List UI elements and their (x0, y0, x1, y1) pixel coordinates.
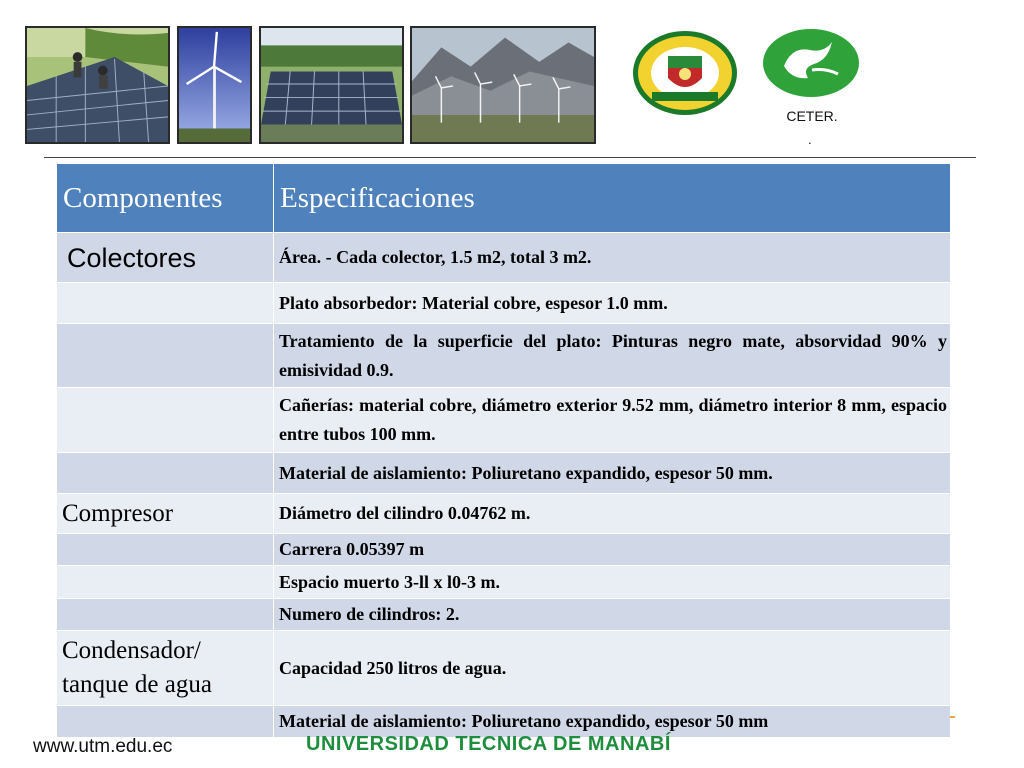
table-row (57, 599, 951, 631)
table-row (57, 494, 951, 534)
spec-cell: Material de aislamiento: Poliuretano expandido, espesor 50 mm (274, 706, 951, 738)
header-componentes: Componentes (57, 164, 274, 233)
ceter-logo-icon (762, 28, 860, 98)
spec-cell: Cañerías: material cobre, diámetro exterior 9.52 mm, diámetro interior 8 mm, espacio entre tubos 100 mm. (274, 388, 951, 453)
component-cell (57, 453, 274, 494)
table-row (57, 233, 951, 283)
spec-cell: Tratamiento de la superficie del plato: Pinturas negro mate, absorvidad 90% y emisividad 0.9. (274, 324, 951, 388)
component-cell: Colectores (57, 233, 274, 283)
footer-university-name: UNIVERSIDAD TECNICA DE MANABÍ (306, 733, 671, 755)
ceter-dot: . (808, 132, 812, 147)
table-row (57, 534, 951, 566)
specifications-table (56, 163, 951, 738)
wind-turbine-photo (177, 26, 252, 144)
spec-cell: Diámetro del cilindro 0.04762 m. (274, 494, 951, 534)
table-row (57, 283, 951, 324)
table-row (57, 566, 951, 599)
ceter-label: CETER. (786, 108, 838, 124)
component-cell (57, 324, 274, 388)
component-cell: Condensador/ tanque de agua (57, 631, 274, 706)
solar-panel-array-photo (259, 26, 404, 144)
spec-cell: Espacio muerto 3-ll x l0-3 m. (274, 566, 951, 599)
table-header-row (57, 164, 951, 233)
component-cell (57, 566, 274, 599)
table-row (57, 631, 951, 706)
solar-panels-roof-photo (25, 26, 170, 144)
table-row (57, 453, 951, 494)
spec-cell: Área. - Cada colector, 1.5 m2, total 3 m2. (274, 233, 951, 283)
footer-url[interactable]: www.utm.edu.ec (33, 736, 173, 757)
header-especificaciones: Especificaciones (274, 164, 951, 233)
header-divider (44, 157, 976, 158)
table-row (57, 388, 951, 453)
table-row (57, 324, 951, 388)
spec-cell: Carrera 0.05397 m (274, 534, 951, 566)
wind-farm-mountains-photo (410, 26, 596, 144)
spec-cell: Numero de cilindros: 2. (274, 599, 951, 631)
component-cell (57, 534, 274, 566)
footer-accent-mark (950, 716, 955, 718)
component-cell: Compresor (57, 494, 274, 534)
component-cell (57, 283, 274, 324)
component-cell (57, 706, 274, 738)
component-cell (57, 388, 274, 453)
component-cell (57, 599, 274, 631)
spec-cell: Plato absorbedor: Material cobre, espesor 1.0 mm. (274, 283, 951, 324)
spec-cell: Capacidad 250 litros de agua. (274, 631, 951, 706)
spec-cell: Material de aislamiento: Poliuretano expandido, espesor 50 mm. (274, 453, 951, 494)
university-seal-icon (632, 30, 738, 116)
